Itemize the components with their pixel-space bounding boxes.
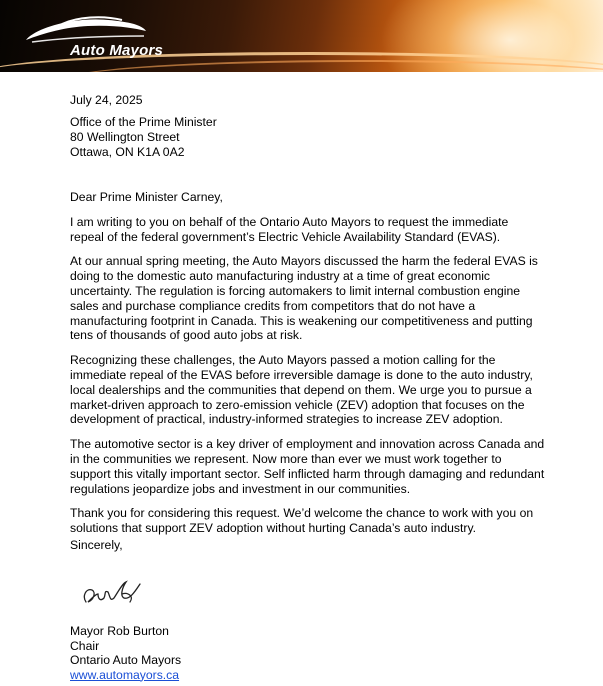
- recipient-line: Ottawa, ON K1A 0A2: [70, 145, 185, 159]
- letter-body: [70, 190, 545, 546]
- signer-name: Mayor Rob Burton: [70, 624, 169, 638]
- body-paragraph: Thank you for considering this request. We’d welcome the chance to work with you on solutions that support ZEV adoption without hurting Canada’s auto industry.: [70, 506, 534, 536]
- signer-organization: Ontario Auto Mayors: [70, 653, 182, 667]
- closing: Sincerely,: [70, 538, 123, 552]
- letterhead-banner: [0, 0, 603, 72]
- body-paragraph: Recognizing these challenges, the Auto Mayors passed a motion calling for the immediate repeal of the EVAS before irreversible damage is done to the auto industry, local dealerships and the communities that depend on them. We urge you to pursue a market-driven approach to zero-emission vehicle (ZEV) adoption that focuses on the development of practical, industry-informed strategies to increase ZEV adoption.: [70, 353, 533, 427]
- brand-name: Auto Mayors: [70, 42, 164, 59]
- letter-date: July 24, 2025: [70, 93, 143, 107]
- website-link[interactable]: www.automayors.ca: [70, 667, 180, 682]
- salutation: Dear Prime Minister Carney,: [70, 190, 223, 204]
- recipient-line: Office of the Prime Minister: [70, 115, 217, 129]
- signature-block: [70, 624, 181, 682]
- body-paragraph: The automotive sector is a key driver of employment and innovation across Canada and in the communities we represent. Now more than ever we must work together to support this vitally important sector. Self inflicted harm through damaging and redundant regulations jeopardize jobs and investment in our communities.: [70, 437, 545, 496]
- body-paragraph: At our annual spring meeting, the Auto Mayors discussed the harm the federal EVAS is doing to the domestic auto manufacturing industry at a time of great economic uncertainty. The regulation is forcing automakers to limit internal combustion engine sales and purchase compliance credits from competitors that do not have a manufacturing footprint in Canada. This is weakening our competitiveness and putting tens of thousands of good auto jobs at risk.: [70, 254, 538, 343]
- recipient-line: 80 Wellington Street: [70, 130, 180, 144]
- handwritten-signature: [78, 572, 148, 612]
- signer-title: Chair: [70, 638, 100, 653]
- recipient-address: [70, 115, 217, 160]
- body-paragraph: I am writing to you on behalf of the Ontario Auto Mayors to request the immediate repeal of the federal government’s Electric Vehicle Availability Standard (EVAS).: [70, 214, 509, 244]
